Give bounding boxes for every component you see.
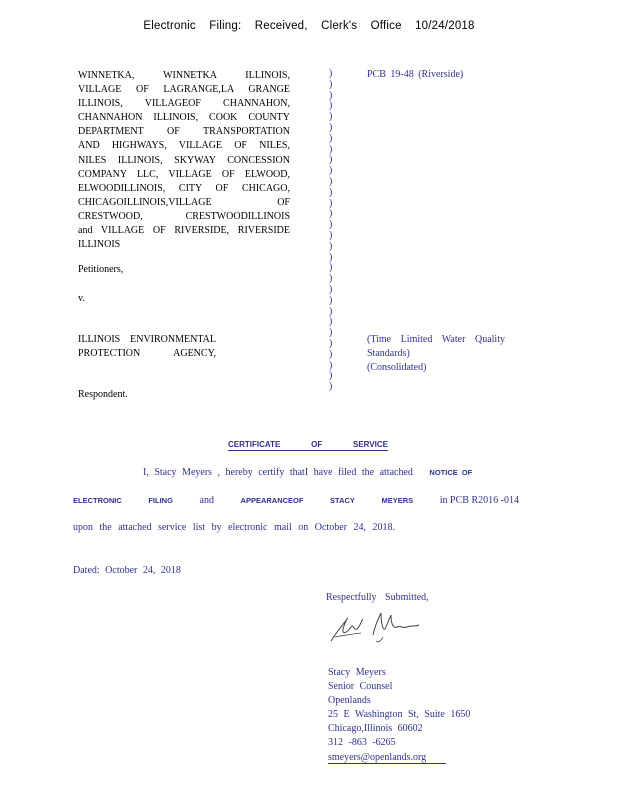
respondent-line: PROTECTION AGENCY,	[78, 348, 216, 360]
caption-paren: )	[329, 186, 333, 198]
certificate-title	[228, 440, 388, 451]
signer-organization: Openlands	[328, 695, 371, 707]
caption-paren: )	[329, 78, 333, 90]
case-type-line: Standards)	[367, 348, 410, 360]
versus-label: v.	[78, 293, 85, 304]
caption-paren-column	[329, 69, 332, 393]
petitioner-line: ILLINOIS	[78, 239, 121, 251]
petitioner-line: and VILLAGE OF RIVERSIDE, RIVERSIDE	[78, 225, 290, 237]
caption-paren: )	[329, 68, 333, 79]
petitioner-line: WINNETKA, WINNETKA ILLINOIS,	[78, 70, 290, 81]
electronic-caps: ELECTRONIC	[73, 496, 122, 505]
caption-paren: )	[329, 305, 333, 317]
caption-paren: )	[329, 100, 333, 112]
closing-line: Respectfully Submitted,	[326, 592, 429, 603]
caption-paren: )	[329, 316, 333, 328]
meyers-caps: MEYERS	[381, 496, 414, 505]
caption-paren: )	[329, 370, 333, 382]
case-number: PCB 19-48 (Riverside)	[367, 69, 464, 80]
respondent-caption	[78, 333, 216, 361]
handwritten-signature	[323, 607, 433, 647]
petitioner-line: DEPARTMENT OF TRANSPORTATION	[78, 126, 290, 138]
caption-paren: )	[329, 327, 333, 339]
respondent-label: Respondent.	[78, 389, 128, 400]
petitioner-line: VILLAGE OF LAGRANGE,LA GRANGE	[78, 84, 290, 96]
and-text: and	[199, 495, 214, 506]
signature-block	[328, 666, 470, 765]
caption-paren: )	[329, 348, 333, 360]
certificate-title-word: SERVICE	[353, 440, 388, 449]
petitioner-line: COMPANY LLC, VILLAGE OF ELWOOD,	[78, 168, 290, 180]
caption-paren: )	[329, 283, 333, 295]
petitioners-caption	[78, 69, 290, 252]
filing-stamp-header: Electronic Filing: Received, Clerk's Office 10/24/2018	[143, 20, 475, 32]
caption-paren: )	[329, 294, 333, 306]
caption-paren: )	[329, 121, 333, 133]
caption-paren: )	[329, 165, 333, 177]
petitioner-line: AND HIGHWAYS, VILLAGE OF NILES,	[78, 140, 290, 152]
caption-paren: )	[329, 132, 333, 144]
petitioner-line: ILLINOIS, VILLAGEOF CHANNAHON,	[78, 98, 290, 110]
certificate-line-1-text: I, Stacy Meyers , hereby certify thatI have filed the attached	[143, 467, 413, 478]
notice-of-caps: NOTICE OF	[429, 468, 473, 477]
appearance-caps: APPEARANCEOF	[240, 496, 304, 505]
dated-line: Dated: October 24, 2018	[73, 565, 181, 576]
case-type	[367, 333, 505, 375]
petitioner-line: CHANNAHON ILLINOIS, COOK COUNTY	[78, 112, 290, 124]
certificate-title-word: OF	[311, 440, 323, 449]
caption-paren: )	[329, 381, 333, 393]
petitioner-line: CRESTWOOD, CRESTWOODILLINOIS	[78, 210, 290, 222]
signer-phone: 312 -863 -6265	[328, 737, 396, 749]
petitioner-line: ELWOODILLINOIS, CITY OF CHICAGO,	[78, 182, 290, 194]
certificate-line-3: upon the attached service list by electronic mail on October 24, 2018.	[73, 522, 395, 533]
caption-paren: )	[329, 89, 333, 101]
caption-paren: )	[329, 229, 333, 241]
filing-caps: FILING	[148, 496, 173, 505]
pcb-reference: in PCB R2016 -014	[439, 495, 519, 506]
caption-paren: )	[329, 111, 333, 123]
petitioner-line: CHICAGOILLINOIS,VILLAGE OF	[78, 196, 290, 208]
caption-paren: )	[329, 154, 333, 166]
case-type-line: (Time Limited Water Quality	[367, 334, 505, 345]
caption-paren: )	[329, 219, 333, 231]
stacy-caps: STACY	[330, 496, 355, 505]
caption-paren: )	[329, 197, 333, 209]
caption-paren: )	[329, 337, 333, 349]
certificate-title-word: CERTIFICATE	[228, 440, 281, 449]
certificate-line-2	[73, 495, 519, 506]
caption-paren: )	[329, 262, 333, 274]
petitioners-label: Petitioners,	[78, 264, 124, 275]
caption-paren: )	[329, 273, 333, 285]
signer-title: Senior Counsel	[328, 681, 393, 693]
signer-email-link[interactable]: smeyers@openlands.org	[328, 752, 446, 764]
caption-paren: )	[329, 359, 333, 371]
petitioner-line: NILES ILLINOIS, SKYWAY CONCESSION	[78, 154, 290, 166]
caption-paren: )	[329, 175, 333, 187]
caption-paren: )	[329, 251, 333, 263]
respondent-line: ILLINOIS ENVIRONMENTAL	[78, 334, 216, 345]
signer-address-line-1: 25 E Washington St, Suite 1650	[328, 709, 471, 721]
caption-paren: )	[329, 208, 333, 220]
certificate-line-1	[143, 467, 472, 478]
signer-address-line-2: Chicago,Illinois 60602	[328, 723, 423, 735]
caption-paren: )	[329, 240, 333, 252]
caption-paren: )	[329, 143, 333, 155]
case-type-line: (Consolidated)	[367, 362, 427, 374]
signer-name: Stacy Meyers	[328, 667, 386, 678]
